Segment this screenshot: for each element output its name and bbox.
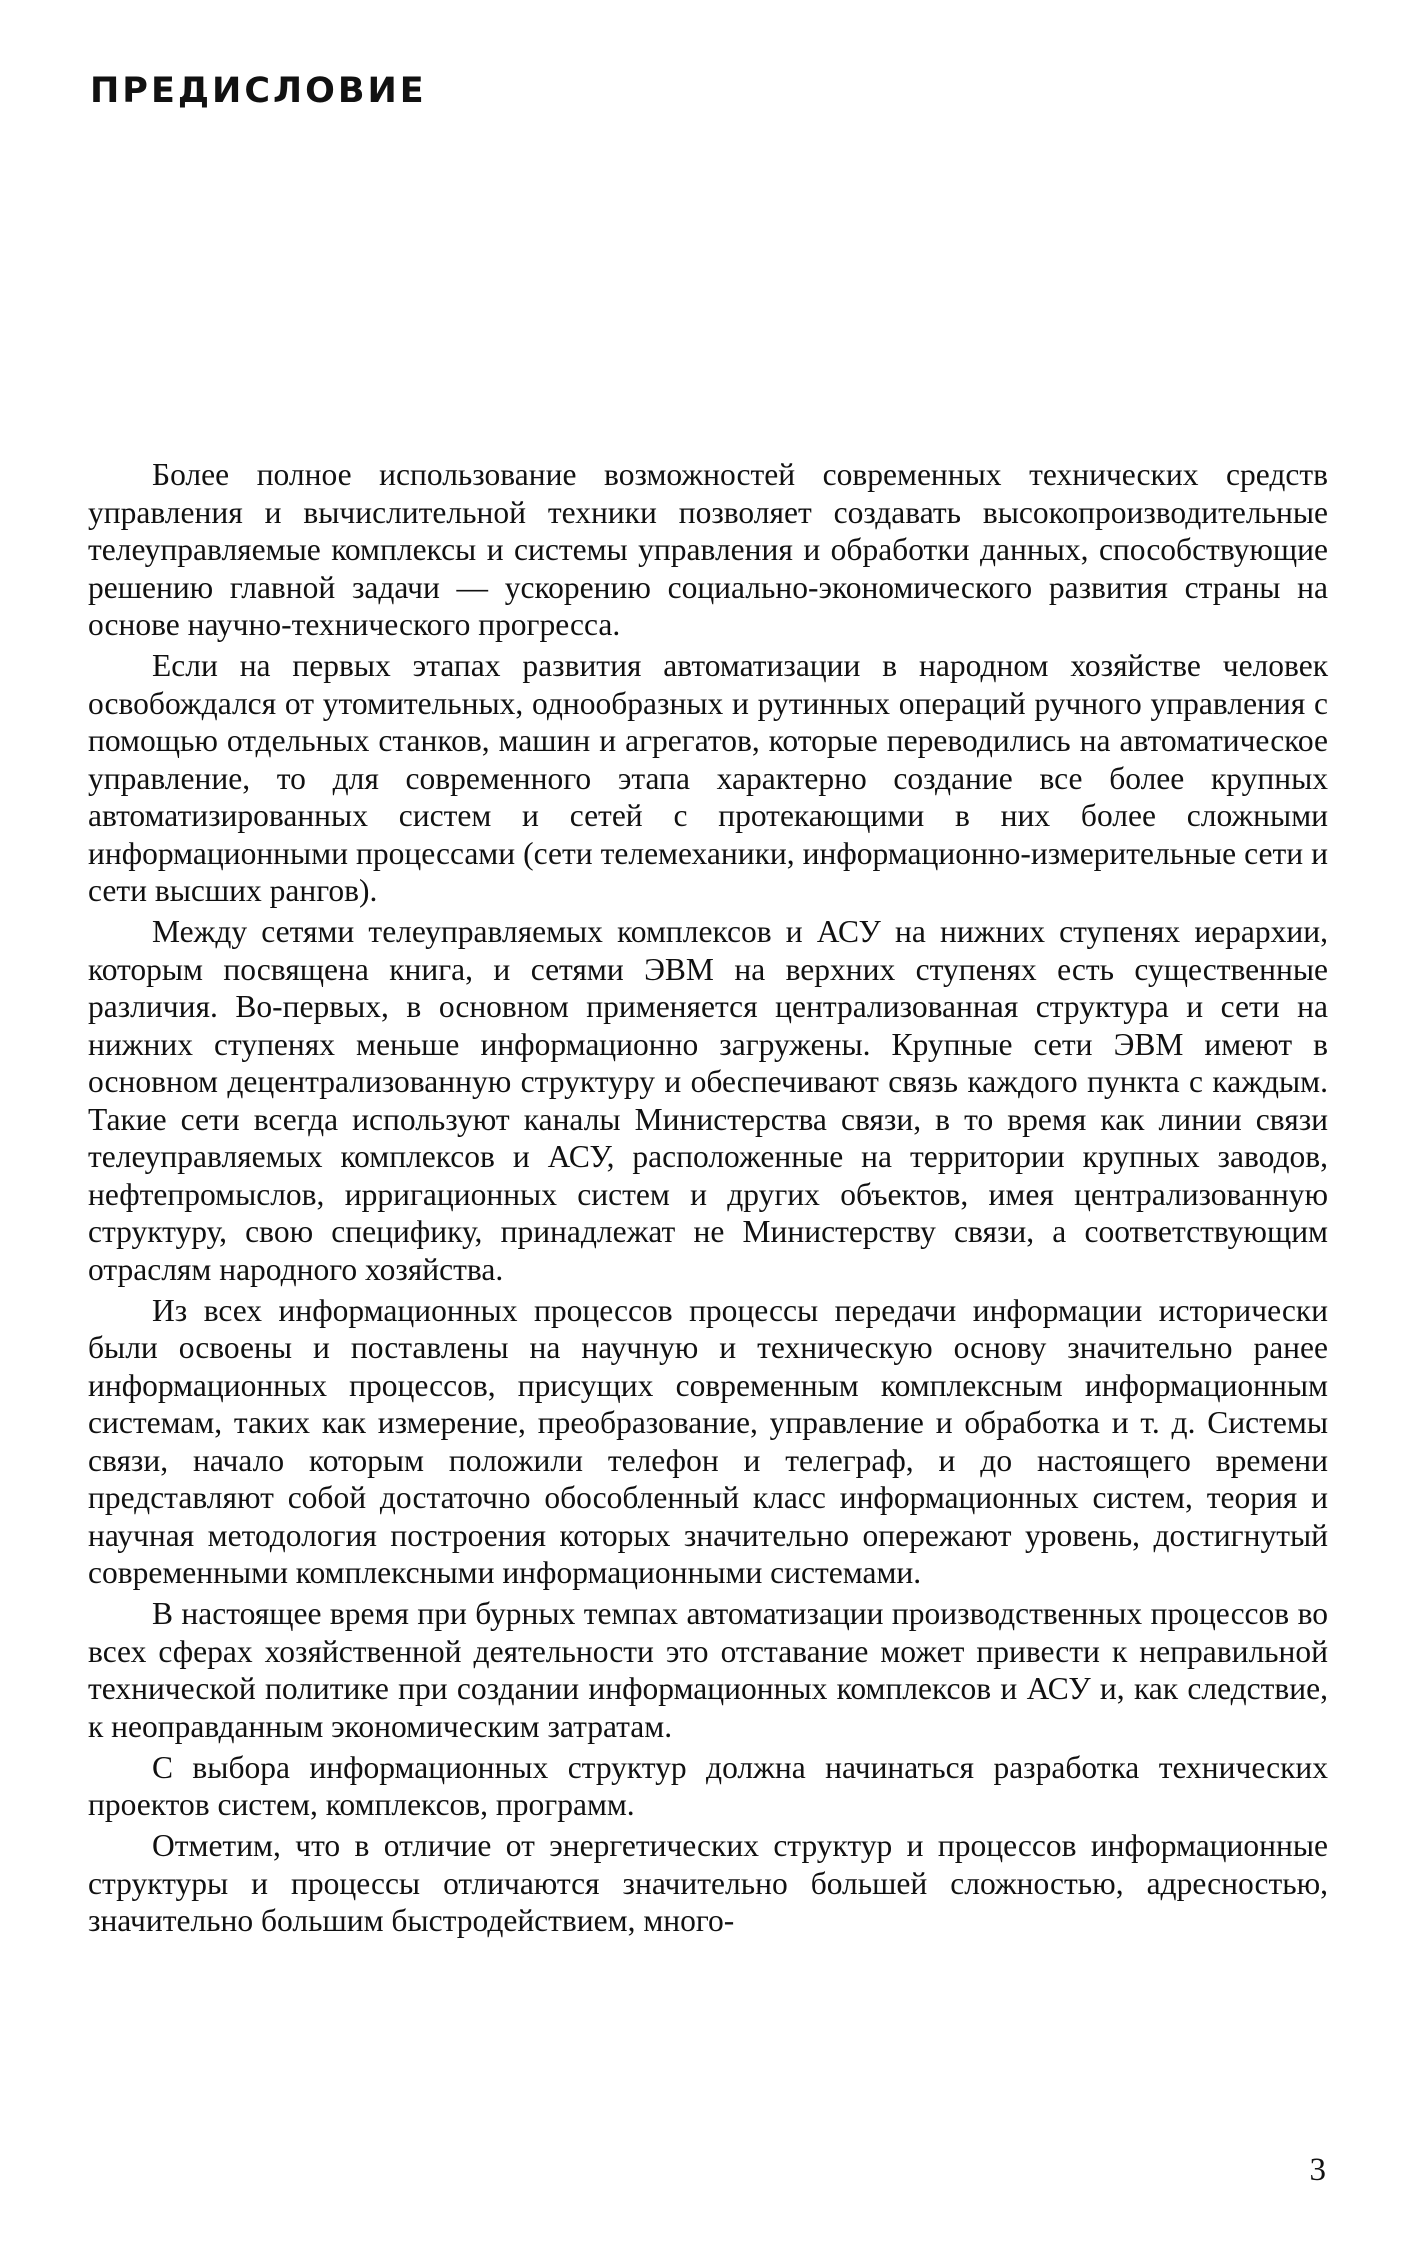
paragraph-6: С выбора информационных структур должна начинаться разработка технических проектов систем, комплексов, программ. bbox=[88, 1749, 1328, 1822]
page-number: 3 bbox=[1309, 2152, 1326, 2188]
paragraph-7: Отметим, что в отличие от энергетических структур и процессов информационные структуры и процессы отличаются значительно большей сложностью, адресностью, значительно большим быстродействием, много- bbox=[88, 1828, 1328, 1938]
chapter-heading: ПРЕДИСЛОВИЕ bbox=[90, 71, 427, 111]
paragraph-3: Между сетями телеуправляемых комплексов и АСУ на нижних ступенях иерархии, которым посвящена книга, и сетями ЭВМ на верхних ступенях есть существенные различия. Во-первых, в основном применяется централизованная структура и сети на нижних ступенях меньше информационно загружены. Крупные сети ЭВМ имеют в основном децентрализованную структуру и обеспечивают связь каждого пункта с каждым. Такие сети всегда используют каналы Министерства связи, в то время как линии связи телеуправляемых комплексов и АСУ, расположенные на территории крупных заводов, нефтепромыслов, ирригационных систем и других объектов, имея централизованную структуру, свою специфику, принадлежат не Министерству связи, а соответствующим отраслям народного хозяйства. bbox=[88, 914, 1328, 1287]
paragraph-4: Из всех информационных процессов процессы передачи информации исторически были освоены и поставлены на научную и техническую основу значительно ранее информационных процессов, присущих современным комплексным информационным системам, таких как измерение, преобразование, управление и обработка и т. д. Системы связи, начало которым положили телефон и телеграф, и до настоящего времени представляют собой достаточно обособленный класс информационных систем, теория и научная методология построения которых значительно опережают уровень, достигнутый современными комплексными информационными системами. bbox=[88, 1292, 1328, 1590]
preface-body bbox=[88, 456, 1328, 1943]
paragraph-2: Если на первых этапах развития автоматизации в народном хозяйстве человек освобождался от утомительных, однообразных и рутинных операций ручного управления с помощью отдельных станков, машин и агрегатов, которые переводились на автоматическое управление, то для современного этапа характерно создание все более крупных автоматизированных систем и сетей с протекающими в них более сложными информационными процессами (сети телемеханики, информационно-измерительные сети и сети высших рангов). bbox=[88, 648, 1328, 908]
paragraph-5: В настоящее время при бурных темпах автоматизации производственных процессов во всех сферах хозяйственной деятельности это отставание может привести к неправильной технической политике при создании информационных комплексов и АСУ и, как следствие, к неоправданным экономическим затратам. bbox=[88, 1596, 1328, 1744]
paragraph-1: Более полное использование возможностей современных технических средств управления и вычислительной техники позволяет создавать высокопроизводительные телеуправляемые комплексы и системы управления и обработки данных, способствующие решению главной задачи — ускорению социально-экономического развития страны на основе научно-технического прогресса. bbox=[88, 457, 1328, 642]
